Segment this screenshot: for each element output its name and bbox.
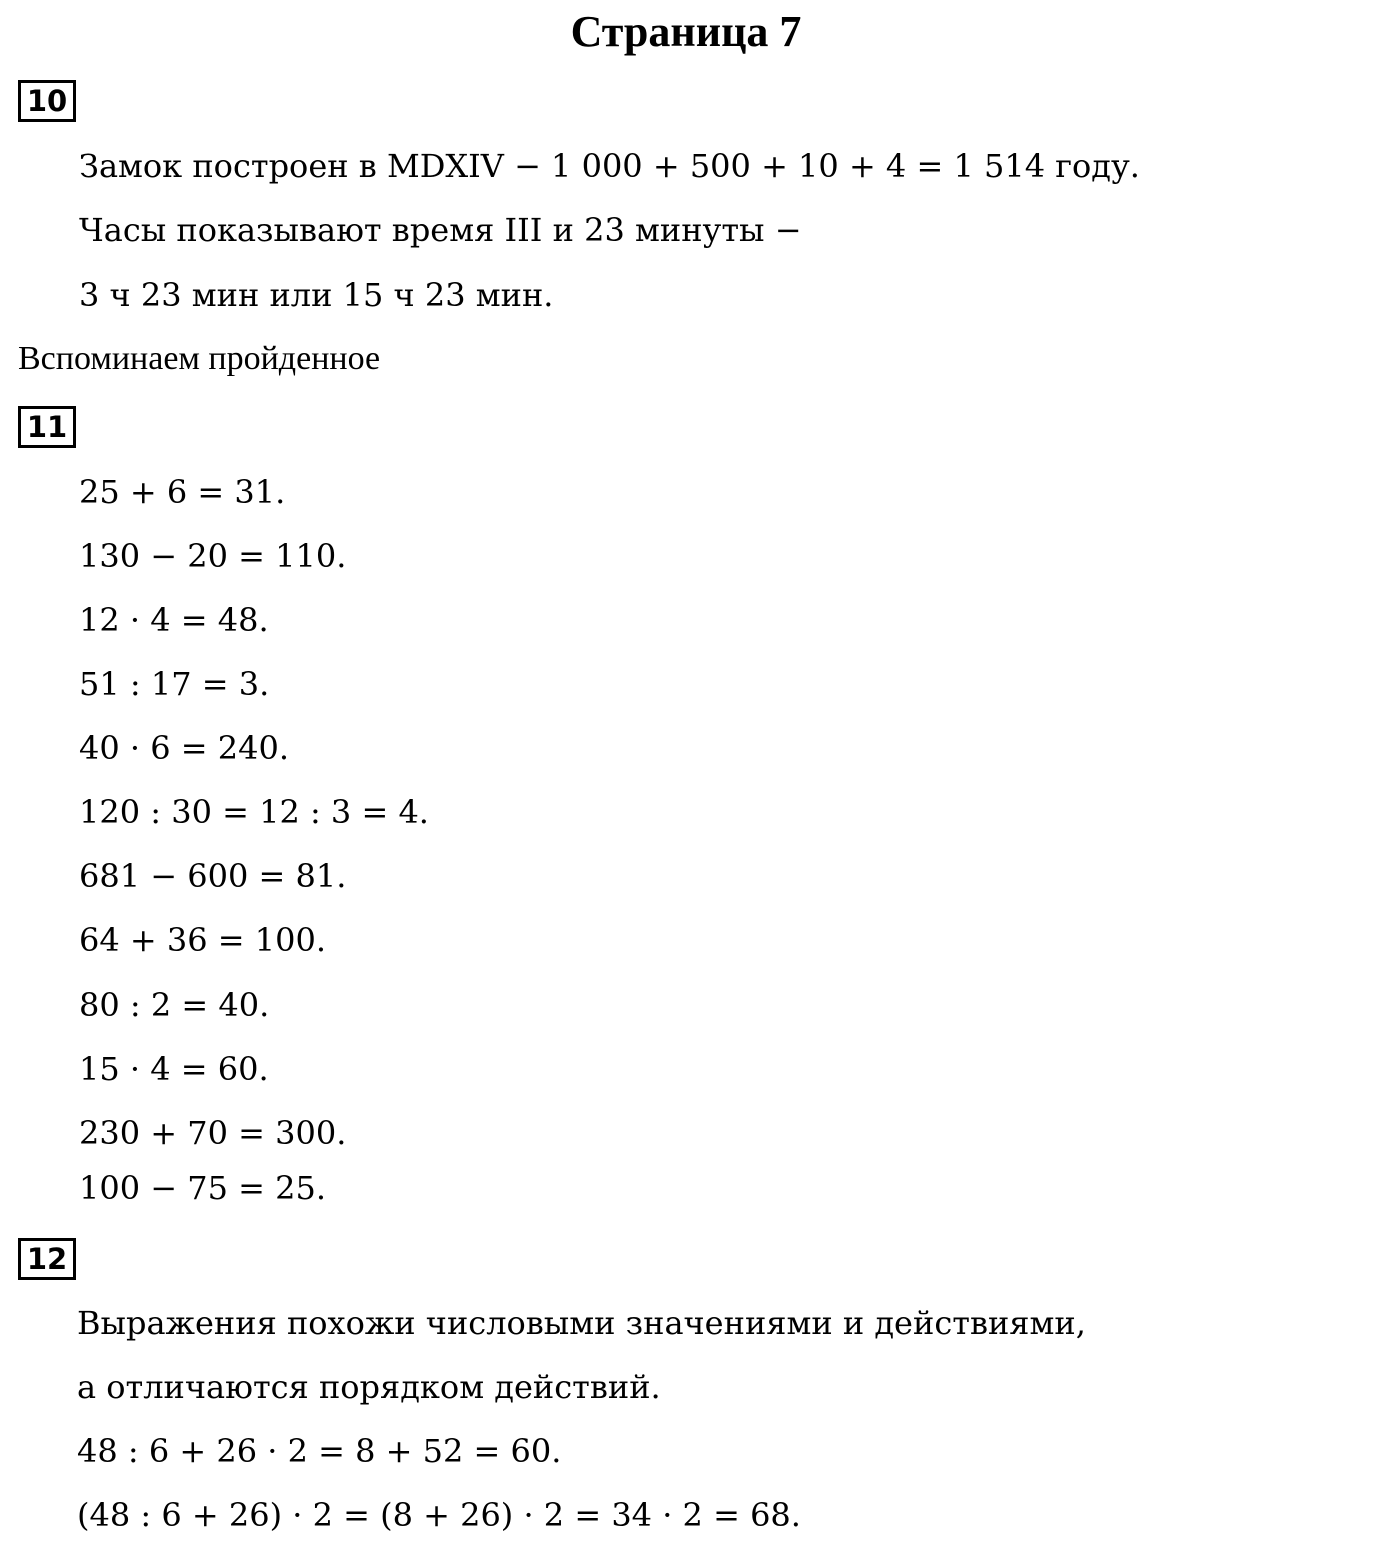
task11-line-1: 25 + 6 = 31. — [79, 473, 286, 511]
task11-line-10: 15 · 4 = 60. — [79, 1050, 269, 1088]
task10-line-2: Часы показывают время III и 23 минуты − — [79, 211, 802, 249]
task12-line-2: а отличаются порядком действий. — [77, 1368, 661, 1406]
task-number-12: 12 — [18, 1238, 76, 1280]
task11-line-11: 230 + 70 = 300. — [79, 1114, 347, 1152]
task11-line-12: 100 − 75 = 25. — [79, 1169, 326, 1207]
task11-line-3: 12 · 4 = 48. — [79, 601, 269, 639]
task11-line-8: 64 + 36 = 100. — [79, 921, 326, 959]
task11-line-9: 80 : 2 = 40. — [79, 986, 270, 1024]
task-number-10: 10 — [18, 80, 76, 122]
task11-line-6: 120 : 30 = 12 : 3 = 4. — [79, 793, 429, 831]
section-heading-review: Вспоминаем пройденное — [18, 340, 381, 377]
task12-line-4: (48 : 6 + 26) · 2 = (8 + 26) · 2 = 34 · 2 = 68. — [77, 1496, 801, 1534]
task10-line-3: 3 ч 23 мин или 15 ч 23 мин. — [79, 276, 554, 314]
task10-line-1: Замок построен в MDXIV − 1 000 + 500 + 10 + 4 = 1 514 году. — [79, 147, 1140, 185]
task11-line-4: 51 : 17 = 3. — [79, 665, 270, 703]
page-title: Страница 7 — [570, 7, 802, 56]
task11-line-5: 40 · 6 = 240. — [79, 729, 289, 767]
task11-line-7: 681 − 600 = 81. — [79, 857, 347, 895]
task11-line-2: 130 − 20 = 110. — [79, 537, 347, 575]
task12-line-3: 48 : 6 + 26 · 2 = 8 + 52 = 60. — [77, 1432, 562, 1470]
task12-line-1: Выражения похожи числовыми значениями и действиями, — [77, 1304, 1086, 1342]
task-number-11: 11 — [18, 406, 76, 448]
